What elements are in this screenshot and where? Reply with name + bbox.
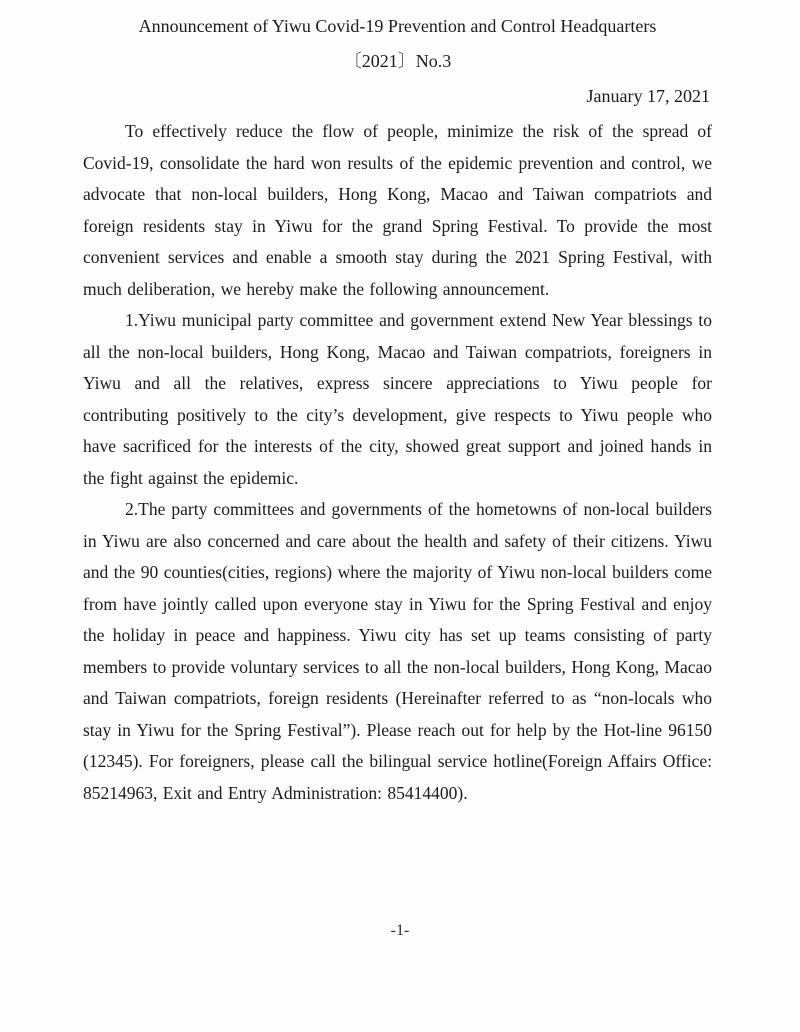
- document-body: [83, 116, 712, 809]
- document-number: 〔2021〕No.3: [343, 51, 452, 71]
- paragraph-intro: To effectively reduce the flow of people, minimize the risk of the spread of Covid-19, consolidate the hard won results of the epidemic prevention and control, we advocate that non-local builders, Hong Kong, Macao and Taiwan compatriots and foreign residents stay in Yiwu for the grand Spring Festival. To provide the most convenient services and enable a smooth stay during the 2021 Spring Festival, with much deliberation, we hereby make the following announcement.: [83, 121, 712, 299]
- document-date: January 17, 2021: [586, 86, 710, 106]
- page-number: -1-: [390, 922, 410, 939]
- paragraph-item-2: 2.The party committees and governments of the hometowns of non-local builders in Yiwu are also concerned and care about the health and safety of their citizens. Yiwu and the 90 counties(cities, regions) where the majority of Yiwu non-local builders come from have jointly called upon everyone stay in Yiwu for the Spring Festival and enjoy the holiday in peace and happiness. Yiwu city has set up teams consisting of party members to provide voluntary services to all the non-local builders, Hong Kong, Macao and Taiwan compatriots, foreign residents (Hereinafter referred to as “non-locals who stay in Yiwu for the Spring Festival”). Please reach out for help by the Hot-line 96150 (12345). For foreigners, please call the bilingual service hotline(Foreign Affairs Office: 85214963, Exit and Entry Administration: 85414400).: [83, 499, 712, 803]
- paragraph-item-1: 1.Yiwu municipal party committee and government extend New Year blessings to all the non-local builders, Hong Kong, Macao and Taiwan compatriots, foreigners in Yiwu and all the relatives, express sincere appreciations to Yiwu people for contributing positively to the city’s development, give respects to Yiwu people who have sacrificed for the interests of the city, showed great support and joined hands in the fight against the epidemic.: [83, 310, 712, 488]
- document-title: Announcement of Yiwu Covid-19 Prevention and Control Headquarters: [138, 16, 657, 36]
